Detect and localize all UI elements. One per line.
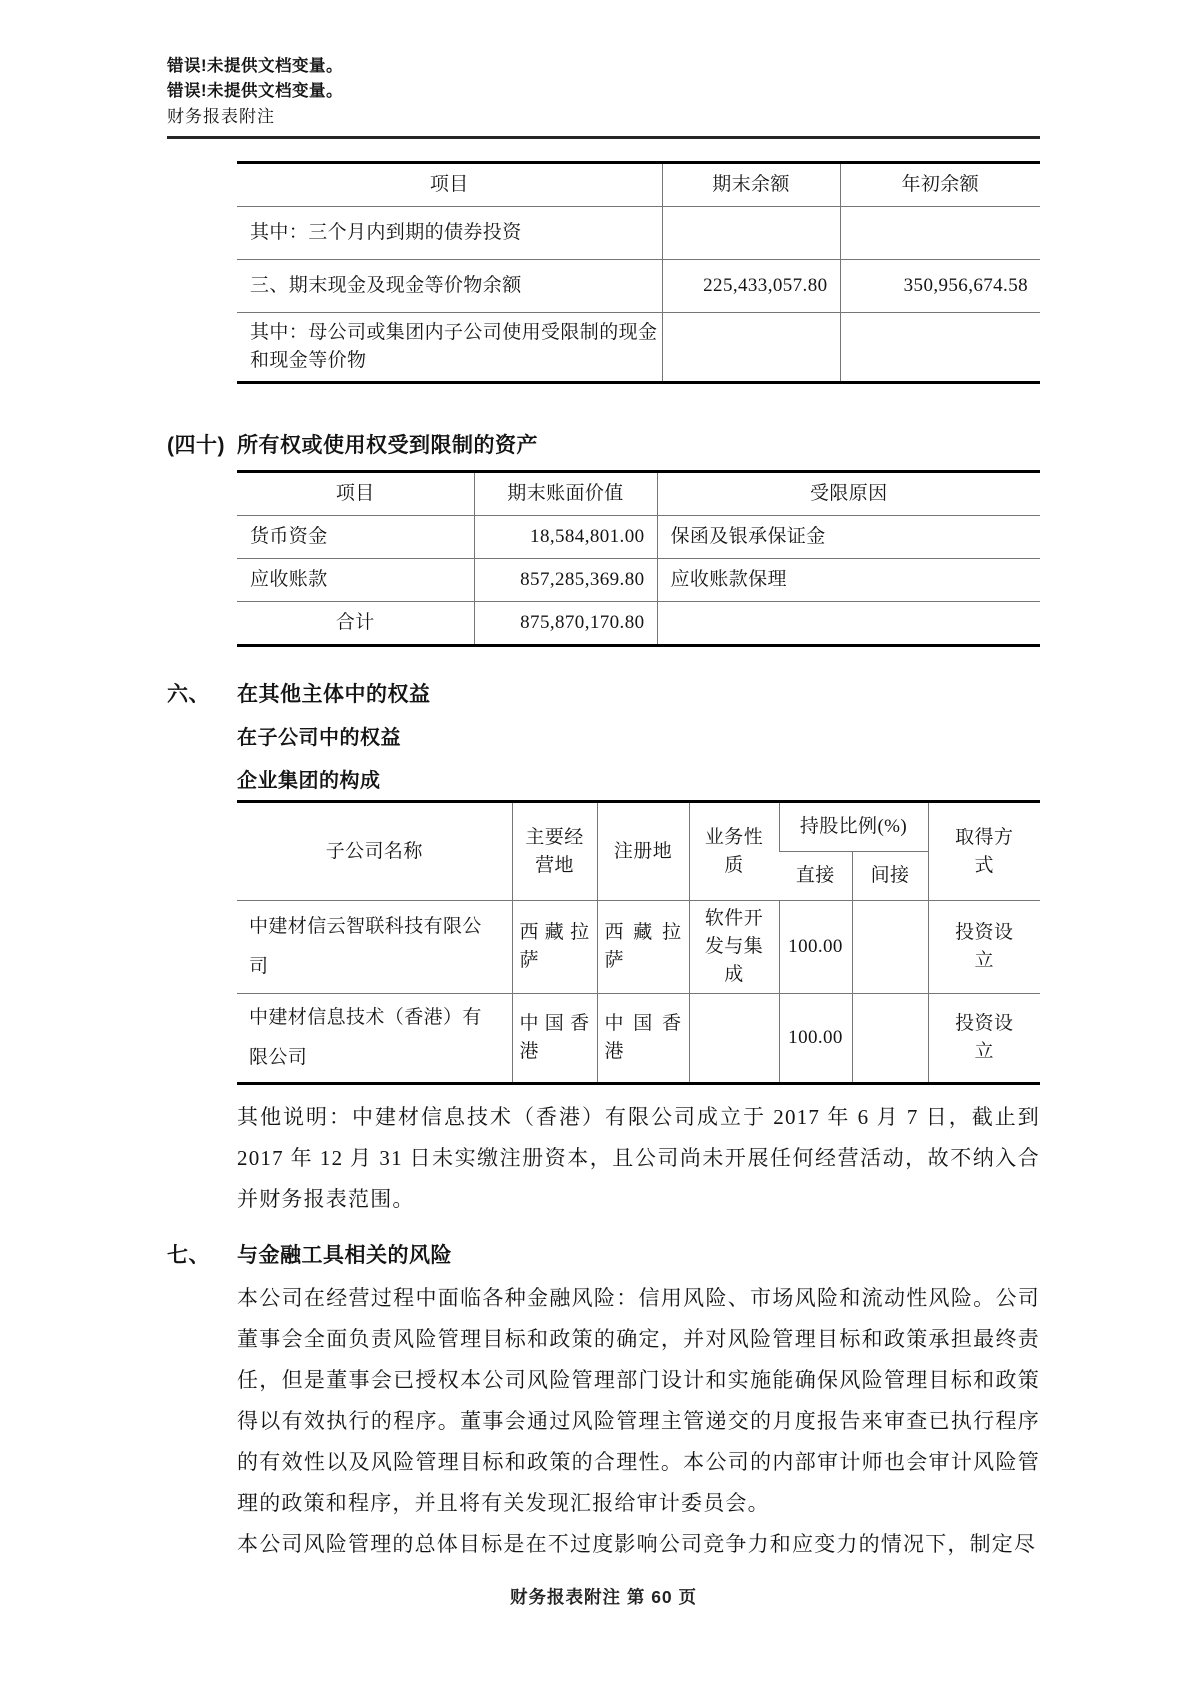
- cell-total-label: 合计: [237, 602, 474, 646]
- table-header-row-1: [237, 802, 1040, 852]
- cell-item: 其中：母公司或集团内子公司使用受限制的现金和现金等价物: [237, 313, 662, 383]
- cell-main-place: 中国香港: [512, 994, 597, 1084]
- section-number: 七、: [167, 1244, 210, 1267]
- col-header-business: [689, 802, 779, 901]
- col-header-restriction-reason: 受限原因: [657, 472, 1040, 516]
- section-6-heading: [167, 681, 1200, 709]
- page-footer: 财务报表附注 第 60 页: [509, 1587, 698, 1607]
- col-header-share-ratio: 持股比例(%): [779, 802, 928, 852]
- cash-balance-table: [237, 161, 1040, 384]
- cell-method-text: 投资设立: [955, 922, 1014, 971]
- risk-paragraph-2: 本公司风险管理的总体目标是在不过度影响公司竞争力和应变力的情况下，制定尽: [237, 1532, 1037, 1556]
- table-header-row: [237, 163, 1040, 207]
- cell-item: 其中：三个月内到期的债券投资: [237, 207, 662, 260]
- table-row: [237, 901, 1040, 994]
- table-row: [237, 516, 1040, 559]
- section-title: 所有权或使用权受到限制的资产: [237, 434, 538, 457]
- page-header: [167, 54, 1200, 130]
- section-title: 与金融工具相关的风险: [237, 1244, 452, 1267]
- cell-subsidiary-name: 中建材信息技术（香港）有限公司: [237, 994, 512, 1084]
- col-header-direct: 直接: [779, 852, 852, 901]
- table-header-row: [237, 472, 1040, 516]
- cell-method-text: 投资设立: [955, 1013, 1014, 1062]
- col-header-main-place: [512, 802, 597, 901]
- cell-registry: 西藏拉萨: [597, 901, 689, 994]
- cell-registry: 中国香港: [597, 994, 689, 1084]
- cell-business-text: 软件开发与集成: [704, 908, 764, 985]
- header-doc-title: 财务报表附注: [167, 107, 275, 126]
- cell-beginning-balance: [840, 207, 1040, 260]
- table-row: [237, 313, 1040, 383]
- section-40-heading: [167, 432, 1200, 460]
- header-rule: [167, 136, 1040, 139]
- cell-reason: 应收账款保理: [657, 559, 1040, 602]
- cell-ending-balance: [662, 313, 840, 383]
- risk-paragraph-1: 本公司在经营过程中面临各种金融风险：信用风险、市场风险和流动性风险。公司董事会全面负责风险管理目标和政策的确定，并对风险管理目标和政策承担最终责任，但是董事会已授权本公司风险管理部门设计和实施能确保风险管理目标和政策得以有效执行的程序。董事会通过风险管理主管递交的月度报告来审查已执行程序的有效性以及风险管理目标和政策的合理性。本公司的内部审计师也会审计风险管理的政策和程序，并且将有关发现汇报给审计委员会。: [237, 1286, 1040, 1515]
- cell-item: 货币资金: [237, 516, 474, 559]
- cell-beginning-balance: [840, 313, 1040, 383]
- col-header-subsidiary-name: 子公司名称: [237, 802, 512, 901]
- section-title: 在其他主体中的权益: [237, 683, 431, 706]
- cell-direct-ratio: 100.00: [779, 994, 852, 1084]
- section-6-subtitle-2: 企业集团的构成: [237, 770, 381, 792]
- col-header-book-value: 期末账面价值: [474, 472, 657, 516]
- cell-ending-balance: 225,433,057.80: [662, 260, 840, 313]
- cell-item: 应收账款: [237, 559, 474, 602]
- table-row: [237, 559, 1040, 602]
- col-header-business-label: 业务性质: [704, 826, 764, 876]
- header-error-line-2: 错误!未提供文档变量。: [167, 82, 343, 100]
- cell-method: [928, 994, 1040, 1084]
- col-header-item: 项目: [237, 163, 662, 207]
- cell-direct-ratio: 100.00: [779, 901, 852, 994]
- section-6-subtitle-1: 在子公司中的权益: [237, 727, 401, 749]
- col-header-method: [928, 802, 1040, 901]
- cell-indirect-ratio: [852, 901, 928, 994]
- header-error-line-1: 错误!未提供文档变量。: [167, 57, 343, 75]
- cell-item: 三、期末现金及现金等价物余额: [237, 260, 662, 313]
- table-row: [237, 260, 1040, 313]
- col-header-ending-balance: 期末余额: [662, 163, 840, 207]
- cell-indirect-ratio: [852, 994, 928, 1084]
- table-row: [237, 994, 1040, 1084]
- col-header-beginning-balance: 年初余额: [840, 163, 1040, 207]
- cell-business: [689, 901, 779, 994]
- cell-reason: [657, 602, 1040, 646]
- col-header-main-place-label: 主要经营地: [525, 826, 584, 876]
- cell-book-value: 857,285,369.80: [474, 559, 657, 602]
- cell-method: [928, 901, 1040, 994]
- col-header-indirect: 间接: [852, 852, 928, 901]
- cell-beginning-balance: 350,956,674.58: [840, 260, 1040, 313]
- cell-book-value: 875,870,170.80: [474, 602, 657, 646]
- table-total-row: [237, 602, 1040, 646]
- cell-reason: 保函及银承保证金: [657, 516, 1040, 559]
- section-7-heading: [167, 1242, 1200, 1270]
- col-header-registry: 注册地: [597, 802, 689, 901]
- col-header-item: 项目: [237, 472, 474, 516]
- other-note-paragraph: 其他说明：中建材信息技术（香港）有限公司成立于 2017 年 6 月 7 日，截止到 2017 年 12 月 31 日未实缴注册资本，且公司尚未开展任何经营活动，故不纳入合并财务报表范围。: [237, 1105, 1040, 1211]
- restricted-assets-table: [237, 470, 1040, 647]
- section-number: (四十): [167, 434, 225, 457]
- cell-main-place: 西藏拉萨: [512, 901, 597, 994]
- cell-book-value: 18,584,801.00: [474, 516, 657, 559]
- cell-business: [689, 994, 779, 1084]
- col-header-method-label: 取得方式: [955, 826, 1014, 876]
- cell-subsidiary-name: 中建材信云智联科技有限公司: [237, 901, 512, 994]
- subsidiaries-table: [237, 800, 1040, 1085]
- cell-ending-balance: [662, 207, 840, 260]
- section-number: 六、: [167, 683, 210, 706]
- table-row: [237, 207, 1040, 260]
